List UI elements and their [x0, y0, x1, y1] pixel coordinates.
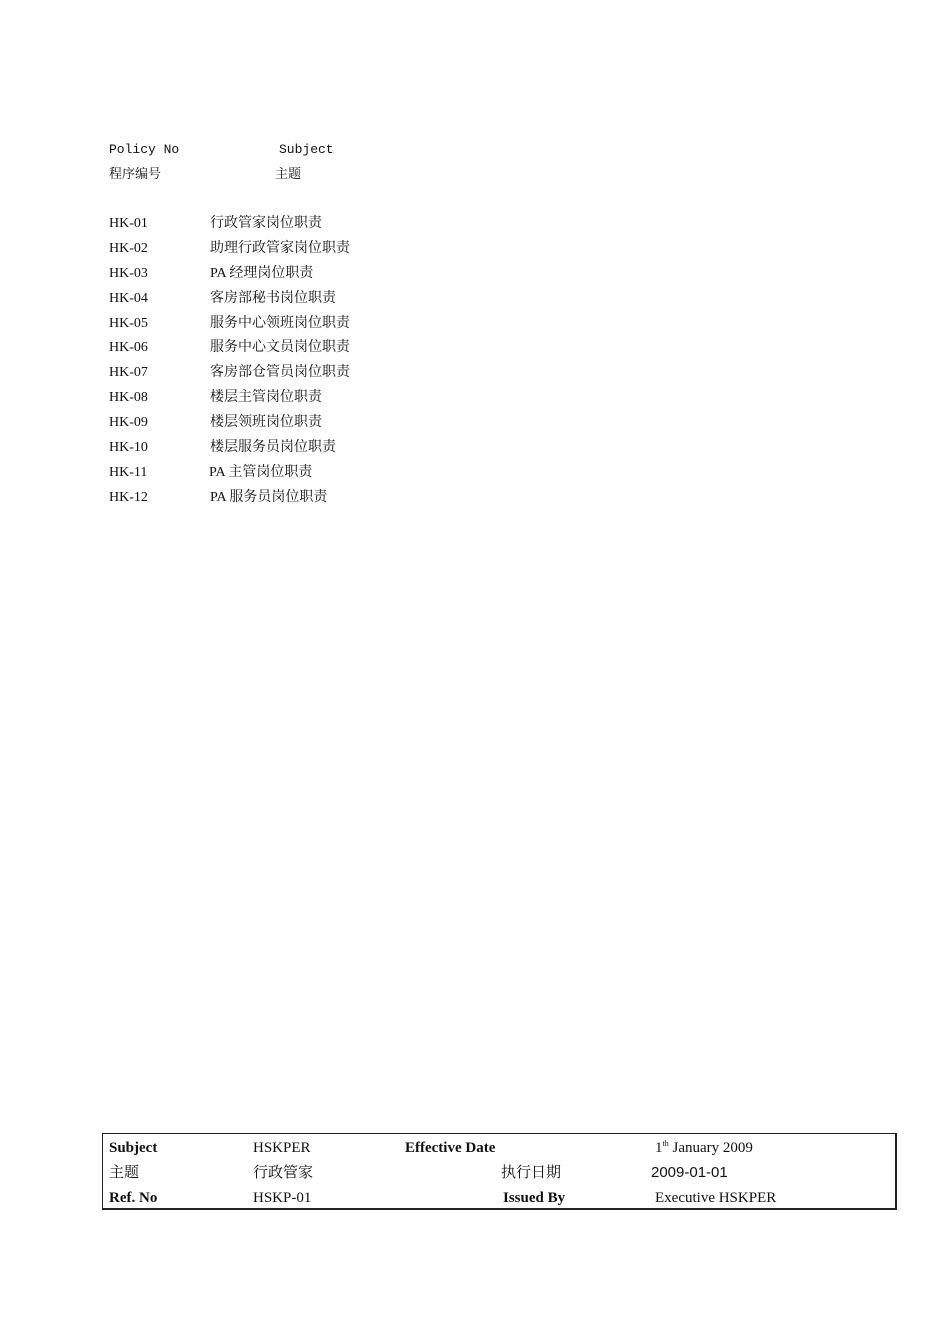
list-item: [109, 387, 509, 412]
policy-no: HK-06: [109, 340, 148, 356]
policy-subject: 服务中心领班岗位职责: [210, 315, 350, 331]
policy-no: HK-02: [109, 240, 148, 256]
policy-subject: 楼层领班岗位职责: [210, 415, 322, 431]
policy-no: HK-10: [109, 440, 148, 456]
list-item: [109, 362, 509, 387]
list-item: [109, 462, 509, 487]
ref-no-label: Ref. No: [109, 1190, 158, 1206]
policy-subject: PA 经理岗位职责: [210, 265, 314, 281]
policy-no: HK-03: [109, 265, 148, 281]
issued-by-label: Issued By: [503, 1190, 566, 1206]
list-item: [109, 437, 509, 462]
policy-no: HK-07: [109, 365, 148, 381]
effective-date-value: [655, 1139, 753, 1157]
policy-no-header-zh: 程序编号: [109, 167, 162, 182]
list-item: [109, 337, 509, 362]
policy-subject: 服务中心文员岗位职责: [210, 340, 350, 356]
subject-label-zh: 主题: [109, 1165, 140, 1181]
policy-list: [109, 213, 509, 512]
subject-value: HSKPER: [253, 1140, 311, 1156]
policy-no: HK-11: [109, 464, 148, 480]
subject-header-zh: 主题: [275, 167, 302, 182]
list-item: [109, 313, 509, 338]
ref-no-value: HSKP-01: [253, 1190, 312, 1206]
policy-subject: PA 服务员岗位职责: [210, 489, 328, 505]
list-item: [109, 213, 509, 238]
effective-date-label-zh: 执行日期: [501, 1165, 562, 1181]
policy-no: HK-08: [109, 390, 148, 406]
policy-no: HK-12: [109, 489, 148, 505]
policy-no: HK-09: [109, 415, 148, 431]
policy-subject: 助理行政管家岗位职责: [210, 240, 350, 256]
effective-date-rest: January 2009: [668, 1140, 753, 1156]
issued-by-value: Executive HSKPER: [655, 1190, 777, 1206]
subject-header: Subject: [279, 142, 334, 157]
policy-subject: 客房部秘书岗位职责: [210, 290, 336, 306]
subject-value-zh: 行政管家: [253, 1165, 314, 1181]
effective-date-value-zh: 2009-01-01: [651, 1164, 728, 1181]
document-info-box: [102, 1133, 897, 1210]
effective-date-suffix: th: [662, 1139, 669, 1148]
policy-no-header: Policy No: [109, 142, 180, 157]
list-item: [109, 487, 509, 512]
list-item: [109, 288, 509, 313]
subject-label: Subject: [109, 1140, 158, 1156]
effective-date-label: Effective Date: [405, 1140, 496, 1156]
policy-subject: PA 主管岗位职责: [209, 464, 313, 480]
policy-no: HK-05: [109, 315, 148, 331]
list-item: [109, 238, 509, 263]
policy-subject: 楼层主管岗位职责: [210, 390, 322, 406]
list-item: [109, 412, 509, 437]
policy-subject: 楼层服务员岗位职责: [210, 440, 336, 456]
list-item: [109, 263, 509, 288]
effective-date-day: 1: [655, 1140, 663, 1156]
policy-no: HK-01: [109, 216, 148, 231]
policy-subject: 行政管家岗位职责: [210, 216, 322, 231]
policy-subject: 客房部仓管员岗位职责: [210, 365, 350, 381]
policy-no: HK-04: [109, 290, 148, 306]
